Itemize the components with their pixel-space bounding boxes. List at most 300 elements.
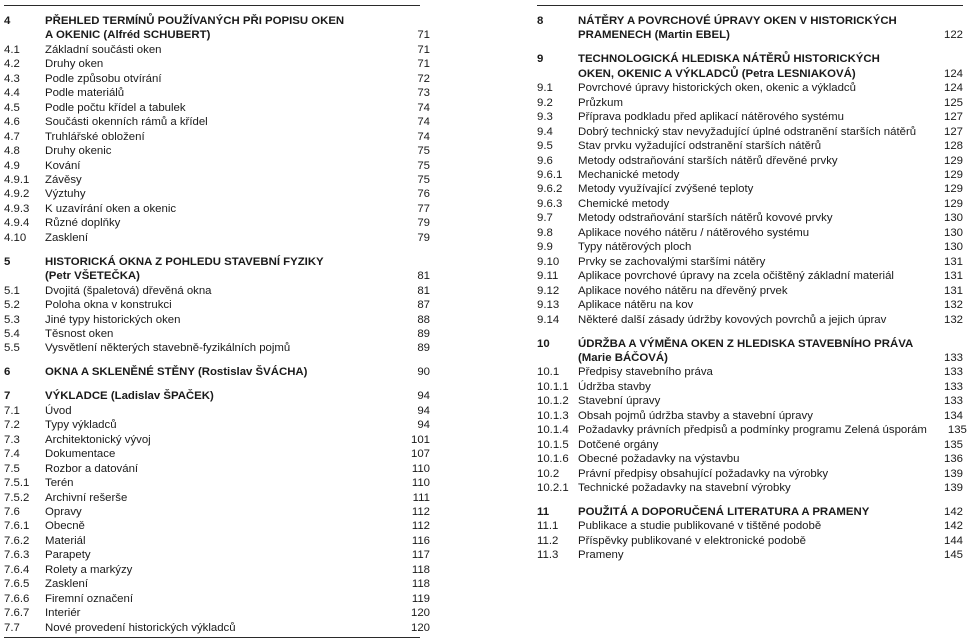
entry-number: 10.1.1: [537, 380, 569, 393]
entry-page-number: 142: [943, 506, 963, 518]
toc-left-column: [4, 14, 430, 635]
entry-title: [45, 115, 390, 129]
entry-title: [45, 159, 390, 173]
toc-chapter-entry: [4, 365, 430, 379]
entry-page-number: 132: [943, 299, 963, 312]
entry-page-number: 71: [417, 43, 430, 56]
entry-number: 9.5: [537, 140, 553, 153]
entry-title: [578, 52, 923, 81]
entry-number: 7.3: [4, 433, 20, 446]
entry-number: 5.5: [4, 342, 20, 355]
entry-page-number: 118: [411, 563, 430, 576]
entry-title: [578, 409, 923, 423]
entry-number: 10.1.6: [537, 453, 569, 466]
entry-number: 11: [537, 506, 550, 518]
entry-title: [578, 298, 923, 312]
entry-title-line: OKEN, OKENIC A VÝKLADCŮ (Petra LESNIAKOVÁ): [578, 67, 856, 80]
entry-page-number: 76: [417, 188, 430, 201]
entry-title-line: Úvod: [45, 404, 72, 417]
entry-number: 7.6.3: [4, 549, 30, 562]
entry-title: [45, 563, 390, 577]
entry-page-number: 129: [943, 197, 963, 210]
entry-title-line: Údržba stavby: [578, 380, 651, 393]
entry-title-line: Parapety: [45, 549, 91, 562]
entry-page-number: 130: [943, 241, 963, 254]
entry-page-number: 77: [417, 202, 430, 215]
entry-page-number: 129: [943, 169, 963, 182]
entry-page-number: 129: [943, 183, 963, 196]
entry-page-number: 136: [943, 453, 963, 466]
entry-page-number: 94: [417, 390, 430, 403]
entry-title: [578, 240, 923, 254]
entry-number: 7.5: [4, 462, 20, 475]
entry-title-line: OKNA A SKLENĚNÉ STĚNY (Rostislav ŠVÁCHA): [45, 366, 308, 379]
toc-entry: [537, 110, 963, 124]
entry-number: 4.9.4: [4, 217, 30, 230]
entry-title: [578, 269, 923, 283]
entry-title: [578, 438, 923, 452]
entry-title-line: Druhy okenic: [45, 145, 112, 158]
toc-right-column: [537, 14, 967, 563]
entry-title: [45, 606, 390, 620]
entry-number: 9.12: [537, 284, 560, 297]
entry-title-line: Podle způsobu otvírání: [45, 72, 162, 85]
entry-number: 7.6.7: [4, 607, 30, 620]
entry-title: [578, 182, 923, 196]
entry-title: [45, 433, 390, 447]
toc-entry: [537, 226, 963, 240]
toc-entry: [4, 447, 430, 461]
entry-title: [578, 81, 923, 95]
entry-title: [578, 505, 923, 519]
toc-entry: [4, 159, 430, 173]
entry-page-number: 81: [417, 270, 430, 283]
entry-number: 9.6.1: [537, 169, 563, 182]
entry-title-line: Příprava podkladu před aplikací nátěrového systému: [578, 111, 844, 124]
entry-title: [578, 394, 923, 408]
entry-page-number: 130: [943, 212, 963, 225]
toc-entry: [4, 173, 430, 187]
entry-page-number: 116: [411, 534, 430, 547]
entry-title-line: Aplikace nátěru na kov: [578, 299, 694, 312]
toc-entry: [537, 240, 963, 254]
entry-number: 9.9: [537, 241, 553, 254]
section-gap: [537, 327, 963, 337]
entry-title-line: Metody odstraňování starších nátěrů dřevěné prvky: [578, 154, 838, 167]
entry-title: [578, 96, 923, 110]
toc-entry: [537, 467, 963, 481]
toc-entry: [537, 548, 963, 562]
entry-title: [45, 216, 390, 230]
entry-title-line: TECHNOLOGICKÁ HLEDISKA NÁTĚRŮ HISTORICKÝCH: [578, 53, 880, 66]
entry-page-number: 133: [943, 366, 963, 379]
entry-title-line: Základní součásti oken: [45, 43, 162, 56]
entry-title-line: Opravy: [45, 506, 82, 518]
entry-page-number: 73: [417, 87, 430, 100]
entry-title-line: Interiér: [45, 607, 81, 620]
entry-title: [45, 57, 390, 71]
entry-number: 11.2: [537, 534, 559, 547]
entry-title: [45, 418, 390, 432]
toc-entry: [4, 476, 430, 490]
entry-title: [578, 125, 923, 139]
entry-title: [578, 534, 923, 548]
entry-number: 9.13: [537, 299, 560, 312]
entry-title: [45, 173, 390, 187]
entry-title-line: Stav prvku vyžadující odstranění starších nátěrů: [578, 140, 822, 153]
entry-number: 7.2: [4, 419, 20, 432]
entry-page-number: 120: [410, 607, 430, 620]
toc-entry: [537, 197, 963, 211]
entry-page-number: 124: [943, 82, 963, 95]
entry-page-number: 87: [417, 299, 430, 312]
entry-page-number: 112: [411, 506, 430, 518]
entry-number: 7.6.2: [4, 534, 30, 547]
entry-title-line: Různé doplňky: [45, 217, 121, 230]
entry-title: [45, 72, 390, 86]
entry-title-line: Poloha okna v konstrukci: [45, 299, 172, 312]
entry-title-line: Metody odstraňování starších nátěrů kovové prvky: [578, 212, 833, 225]
entry-title: [45, 505, 390, 519]
entry-number: 7.6.5: [4, 578, 30, 591]
toc-entry: [4, 86, 430, 100]
entry-number: 10.1.4: [537, 424, 569, 437]
entry-title-line: Architektonický vývoj: [45, 433, 151, 446]
toc-entry: [4, 341, 430, 355]
toc-chapter-entry: [537, 337, 963, 366]
entry-title: [578, 211, 923, 225]
toc-entry: [537, 269, 963, 283]
entry-number: 4.6: [4, 116, 20, 129]
entry-title-line: (Marie BÁČOVÁ): [578, 351, 668, 364]
entry-page-number: 145: [943, 549, 963, 562]
entry-title: [45, 14, 390, 43]
toc-entry: [4, 130, 430, 144]
entry-number: 7.6.6: [4, 592, 30, 605]
entry-number: 5.3: [4, 313, 20, 326]
entry-number: 7.5.1: [4, 477, 30, 490]
toc-entry: [537, 298, 963, 312]
toc-entry: [537, 168, 963, 182]
toc-entry: [537, 255, 963, 269]
entry-page-number: 133: [943, 380, 963, 393]
entry-title: [45, 476, 390, 490]
section-gap: [4, 380, 430, 390]
entry-number: 4: [4, 15, 11, 27]
entry-page-number: 128: [943, 140, 963, 153]
entry-title-line: Zasklení: [45, 231, 89, 244]
toc-entry: [4, 313, 430, 327]
entry-number: 4.4: [4, 87, 20, 100]
entry-title-line: Stavební úpravy: [578, 395, 661, 408]
entry-title-line: Truhlářské obložení: [45, 130, 145, 143]
toc-entry: [4, 115, 430, 129]
entry-number: 7.6.1: [4, 520, 30, 533]
entry-number: 9.7: [537, 212, 553, 225]
entry-title-line: Rolety a markýzy: [45, 563, 133, 576]
entry-number: 11.1: [537, 520, 559, 533]
toc-entry: [537, 409, 963, 423]
entry-title-line: HISTORICKÁ OKNA Z POHLEDU STAVEBNÍ FYZIKY: [45, 255, 324, 268]
entry-page-number: 89: [417, 342, 430, 355]
entry-title-line: Publikace a studie publikované v tištěné podobě: [578, 520, 822, 533]
entry-number: 7.7: [4, 621, 20, 634]
entry-page-number: 132: [943, 313, 963, 326]
entry-title-line: Materiál: [45, 534, 86, 547]
entry-page-number: 71: [417, 58, 430, 71]
entry-page-number: 110: [411, 477, 430, 490]
toc-entry: [537, 519, 963, 533]
entry-number: 11.3: [537, 549, 559, 562]
entry-title-line: VÝKLADCE (Ladislav ŠPAČEK): [45, 390, 214, 403]
entry-title-line: Druhy oken: [45, 58, 104, 71]
toc-entry: [537, 394, 963, 408]
entry-number: 4.3: [4, 72, 20, 85]
entry-title-line: PŘEHLED TERMÍNŮ POUŽÍVANÝCH PŘI POPISU OKEN: [45, 15, 345, 27]
entry-title-line: Rozbor a datování: [45, 462, 139, 475]
toc-entry: [537, 182, 963, 196]
entry-number: 9.6: [537, 154, 553, 167]
entry-title: [45, 389, 390, 403]
entry-title: [578, 481, 923, 495]
entry-title: [578, 197, 923, 211]
entry-page-number: 74: [417, 130, 430, 143]
entry-page-number: 133: [943, 351, 963, 364]
entry-title: [578, 139, 923, 153]
entry-title-line: Výztuhy: [45, 188, 86, 201]
top-divider-left: [4, 5, 420, 6]
toc-entry: [4, 144, 430, 158]
entry-title-line: Aplikace nového nátěru / nátěrového systému: [578, 226, 810, 239]
toc-entry: [4, 433, 430, 447]
entry-number: 4.5: [4, 101, 20, 114]
top-divider-right: [537, 5, 963, 6]
entry-number: 7.6.4: [4, 563, 30, 576]
toc-entry: [537, 438, 963, 452]
entry-page-number: 133: [943, 395, 963, 408]
entry-title-line: Archivní rešerše: [45, 491, 128, 504]
entry-title: [578, 365, 923, 379]
entry-number: 10.2: [537, 467, 560, 480]
toc-entry: [4, 327, 430, 341]
toc-chapter-entry: [4, 389, 430, 403]
entry-title-line: PRAMENECH (Martin EBEL): [578, 29, 730, 42]
entry-page-number: 119: [411, 592, 430, 605]
entry-title-line: Obecně: [45, 520, 85, 533]
entry-number: 9.11: [537, 270, 559, 283]
entry-title: [578, 452, 923, 466]
entry-title-line: Typy nátěrových ploch: [578, 241, 692, 254]
entry-title-line: POUŽITÁ A DOPORUČENÁ LITERATURA A PRAMENY: [578, 506, 870, 518]
entry-page-number: 129: [943, 154, 963, 167]
toc-entry: [4, 216, 430, 230]
entry-number: 9.6.3: [537, 197, 563, 210]
entry-number: 8: [537, 15, 544, 27]
entry-title-line: A OKENIC (Alfréd SCHUBERT): [45, 29, 211, 42]
toc-entry: [4, 548, 430, 562]
entry-page-number: 75: [417, 173, 430, 186]
entry-page-number: 122: [943, 29, 963, 42]
entry-number: 4.9: [4, 159, 20, 172]
entry-title: [45, 548, 390, 562]
entry-title-line: Právní předpisy obsahující požadavky na výrobky: [578, 467, 829, 480]
entry-page-number: 120: [410, 621, 430, 634]
entry-title: [45, 43, 390, 57]
toc-entry: [4, 202, 430, 216]
entry-title: [45, 577, 390, 591]
entry-page-number: 117: [411, 549, 430, 562]
entry-title-line: ÚDRŽBA A VÝMĚNA OKEN Z HLEDISKA STAVEBNÍHO PRÁVA: [578, 337, 914, 350]
toc-entry: [537, 534, 963, 548]
toc-entry: [537, 365, 963, 379]
entry-page-number: 112: [411, 520, 430, 533]
entry-title: [45, 462, 390, 476]
entry-page-number: 94: [417, 404, 430, 417]
entry-title: [45, 327, 390, 341]
section-gap: [4, 245, 430, 255]
entry-title: [45, 231, 390, 245]
entry-page-number: 142: [943, 520, 963, 533]
entry-number: 6: [4, 366, 11, 379]
toc-entry: [537, 81, 963, 95]
entry-page-number: 144: [943, 534, 963, 547]
entry-title-line: Aplikace povrchové úpravy na zcela očištěný základní materiál: [578, 270, 894, 283]
entry-title-line: Požadavky právních předpisů a podmínky programu Zelená úsporám: [578, 424, 927, 437]
toc-chapter-entry: [4, 14, 430, 43]
entry-title: [578, 14, 923, 43]
entry-number: 5.2: [4, 299, 20, 312]
toc-entry: [537, 284, 963, 298]
entry-number: 10.1.5: [537, 438, 569, 451]
entry-number: 9.4: [537, 125, 553, 138]
entry-title: [45, 519, 390, 533]
toc-entry: [4, 462, 430, 476]
entry-title-line: Zasklení: [45, 578, 89, 591]
entry-number: 4.10: [4, 231, 27, 244]
entry-title-line: Obecné požadavky na výstavbu: [578, 453, 740, 466]
entry-title-line: Závěsy: [45, 173, 82, 186]
entry-title: [45, 284, 390, 298]
entry-title: [578, 226, 923, 240]
toc-chapter-entry: [537, 52, 963, 81]
entry-title-line: Firemní označení: [45, 592, 133, 605]
entry-number: 7.1: [4, 404, 20, 417]
entry-title: [45, 101, 390, 115]
entry-number: 10.2.1: [537, 482, 569, 495]
entry-title-line: Aplikace nového nátěru na dřevěný prvek: [578, 284, 788, 297]
toc-entry: [537, 211, 963, 225]
entry-title-line: Typy výkladců: [45, 419, 117, 432]
toc-entry: [4, 101, 430, 115]
toc-entry: [537, 154, 963, 168]
entry-title: [45, 491, 390, 505]
toc-entry: [4, 519, 430, 533]
entry-title-line: Těsnost oken: [45, 328, 114, 341]
entry-title-line: Mechanické metody: [578, 169, 680, 182]
toc-chapter-entry: [537, 505, 963, 519]
entry-number: 4.9.2: [4, 188, 30, 201]
entry-page-number: 139: [943, 482, 963, 495]
entry-number: 4.1: [4, 43, 20, 56]
entry-number: 7.5.2: [4, 491, 30, 504]
entry-page-number: 79: [417, 231, 430, 244]
toc-entry: [4, 592, 430, 606]
entry-title: [45, 534, 390, 548]
entry-title: [578, 168, 923, 182]
entry-number: 4.9.1: [4, 173, 30, 186]
entry-title: [578, 519, 923, 533]
entry-page-number: 127: [943, 125, 963, 138]
entry-title: [578, 110, 923, 124]
entry-title: [45, 144, 390, 158]
entry-title-line: Chemické metody: [578, 197, 670, 210]
entry-number: 9: [537, 53, 544, 66]
entry-number: 9.3: [537, 111, 553, 124]
toc-entry: [537, 96, 963, 110]
entry-page-number: 110: [411, 462, 430, 475]
entry-page-number: 135: [943, 438, 963, 451]
entry-title-line: Technické požadavky na stavební výrobky: [578, 482, 791, 495]
toc-entry: [4, 231, 430, 245]
entry-number: 9.1: [537, 82, 553, 95]
entry-page-number: 134: [943, 409, 963, 422]
entry-page-number: 118: [411, 578, 430, 591]
entry-title-line: Metody využívající zvýšené teploty: [578, 183, 754, 196]
entry-page-number: 75: [417, 145, 430, 158]
entry-number: 5.1: [4, 284, 20, 297]
entry-title-line: Prameny: [578, 549, 624, 562]
entry-title-line: Prvky se zachovalými staršími nátěry: [578, 255, 766, 268]
entry-title: [45, 313, 390, 327]
entry-title: [578, 423, 927, 437]
entry-title: [45, 365, 390, 379]
toc-entry: [4, 72, 430, 86]
entry-title: [45, 298, 390, 312]
entry-page-number: 139: [943, 467, 963, 480]
entry-title: [45, 86, 390, 100]
entry-page-number: 90: [417, 366, 430, 379]
toc-entry: [537, 481, 963, 495]
entry-title-line: Dokumentace: [45, 448, 116, 461]
entry-title-line: Předpisy stavebního práva: [578, 366, 713, 379]
toc-entry: [537, 452, 963, 466]
toc-entry: [4, 534, 430, 548]
entry-number: 4.8: [4, 145, 20, 158]
entry-title-line: Obsah pojmů údržba stavby a stavební úpravy: [578, 409, 813, 422]
entry-page-number: 127: [943, 111, 963, 124]
toc-chapter-entry: [4, 255, 430, 284]
toc-entry: [4, 621, 430, 635]
toc-chapter-entry: [537, 14, 963, 43]
entry-page-number: 74: [417, 101, 430, 114]
entry-page-number: 125: [943, 96, 963, 109]
entry-title: [45, 404, 390, 418]
entry-title-line: Některé další zásady údržby kovových povrchů a jejich úprav: [578, 313, 887, 326]
entry-page-number: 135: [947, 424, 967, 437]
entry-title-line: Dotčené orgány: [578, 438, 659, 451]
entry-title-line: Podle materiálů: [45, 87, 125, 100]
section-gap: [537, 43, 963, 53]
entry-page-number: 74: [417, 116, 430, 129]
entry-number: 4.7: [4, 130, 20, 143]
entry-title-line: Příspěvky publikované v elektronické podobě: [578, 534, 806, 547]
entry-title-line: (Petr VŠETEČKA): [45, 270, 140, 283]
entry-title: [578, 313, 923, 327]
entry-number: 4.9.3: [4, 202, 30, 215]
entry-number: 7.4: [4, 448, 20, 461]
entry-page-number: 111: [412, 491, 430, 504]
entry-page-number: 107: [410, 448, 430, 461]
